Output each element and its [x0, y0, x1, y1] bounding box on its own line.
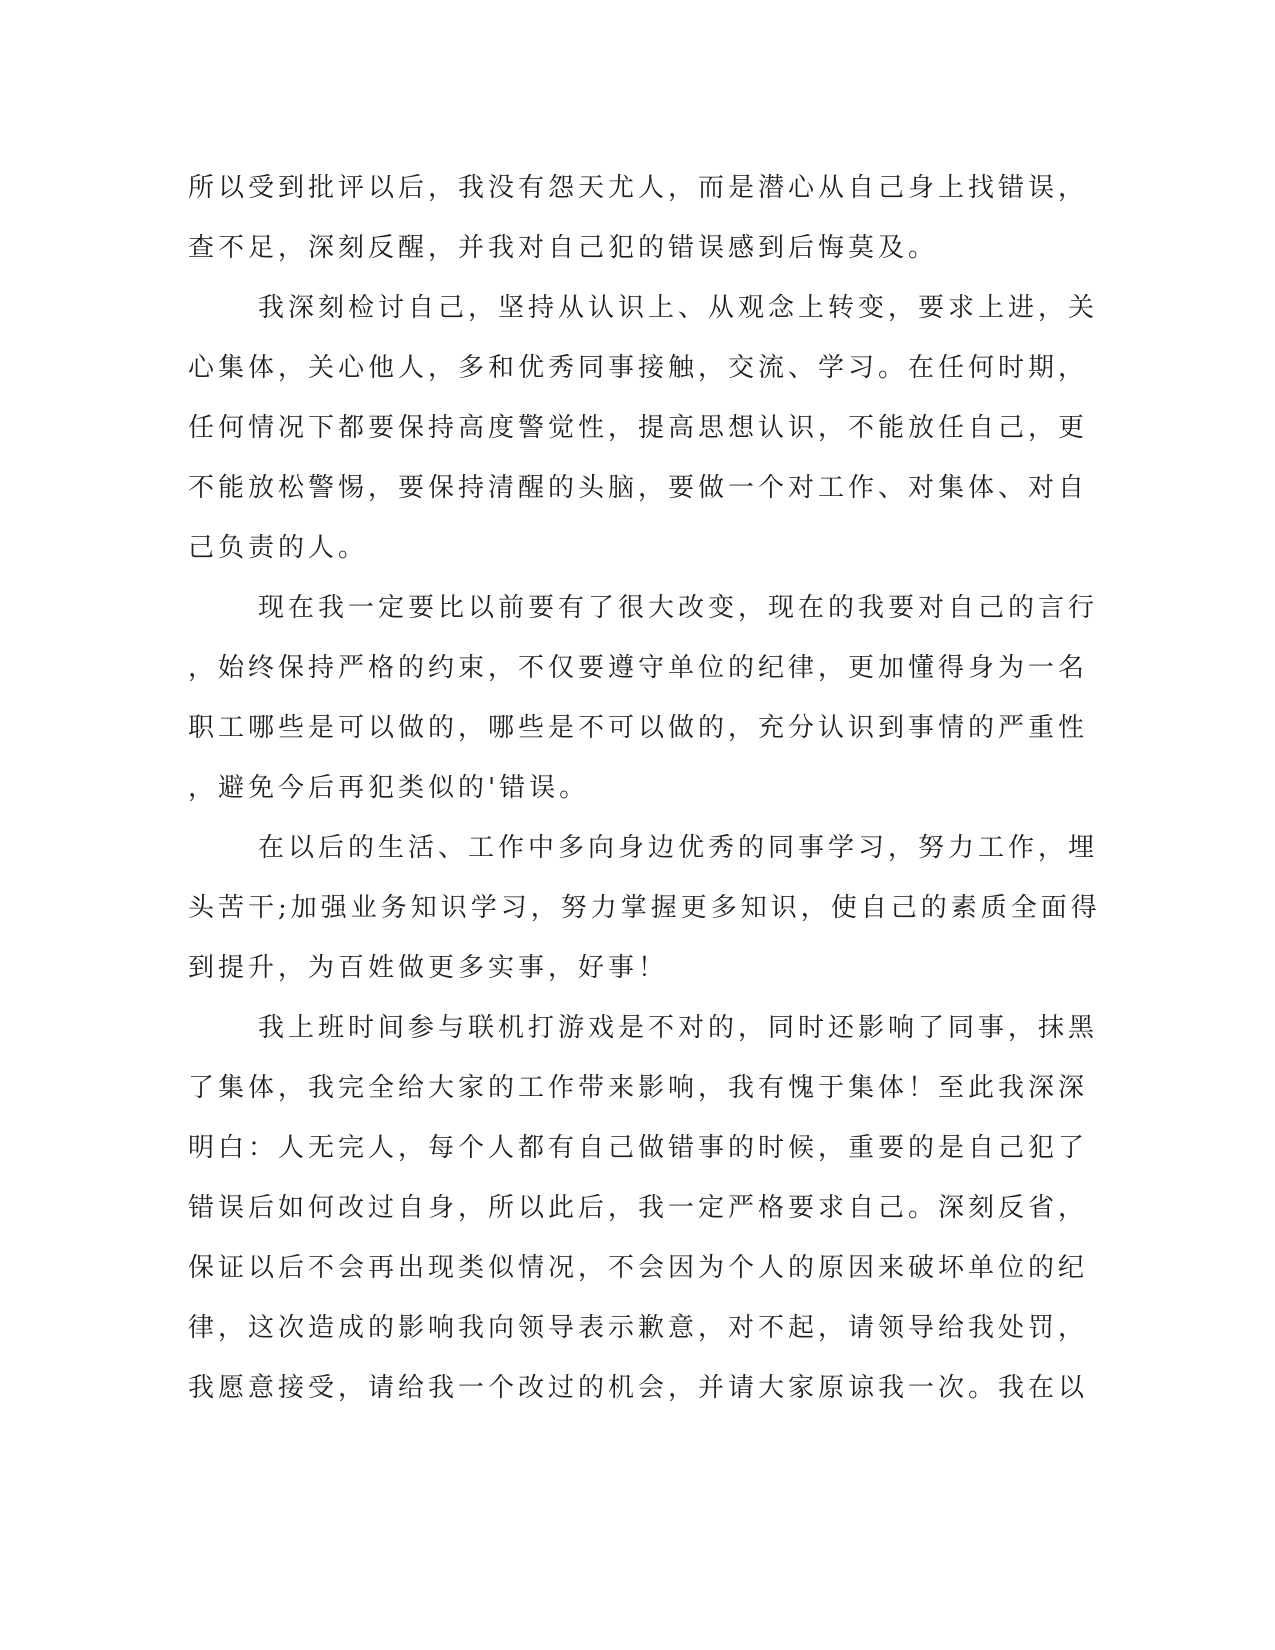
text-line: 不能放松警惕，要保持清醒的头脑，要做一个对工作、对集体、对自 — [188, 473, 1089, 503]
text-line: 了集体，我完全给大家的工作带来影响，我有愧于集体！至此我深深 — [188, 1073, 1089, 1103]
text-line: 所以受到批评以后，我没有怨天尤人，而是潜心从自己身上找错误， — [188, 173, 1089, 203]
text-line: 职工哪些是可以做的，哪些是不可以做的，充分认识到事情的严重性 — [188, 713, 1089, 743]
text-line: 在以后的生活、工作中多向身边优秀的同事学习，努力工作，埋 — [258, 833, 1099, 863]
document-body — [188, 158, 1101, 1418]
text-line: 己负责的人。 — [188, 533, 369, 563]
text-line: 查不足，深刻反醒，并我对自己犯的错误感到后悔莫及。 — [188, 233, 939, 263]
text-line: 任何情况下都要保持高度警觉性，提高思想认识，不能放任自己，更 — [188, 413, 1089, 443]
text-line: ，避免今后再犯类似的'错误。 — [188, 773, 590, 803]
text-line: 律，这次造成的影响我向领导表示歉意，对不起，请领导给我处罚， — [188, 1313, 1089, 1343]
text-line: 头苦干;加强业务知识学习，努力掌握更多知识，使自己的素质全面得 — [188, 893, 1101, 923]
text-line: 现在我一定要比以前要有了很大改变，现在的我要对自己的言行 — [258, 593, 1099, 623]
text-line: 我深刻检讨自己，坚持从认识上、从观念上转变，要求上进，关 — [258, 293, 1099, 323]
text-line: 到提升，为百姓做更多实事，好事！ — [188, 953, 669, 983]
text-line: 保证以后不会再出现类似情况，不会因为个人的原因来破坏单位的纪 — [188, 1253, 1089, 1283]
text-line: 心集体，关心他人，多和优秀同事接触，交流、学习。在任何时期， — [188, 353, 1089, 383]
text-line: 我愿意接受，请给我一个改过的机会，并请大家原谅我一次。我在以 — [188, 1373, 1089, 1403]
text-line: 明白：人无完人，每个人都有自己做错事的时候，重要的是自己犯了 — [188, 1133, 1089, 1163]
text-line: 错误后如何改过自身，所以此后，我一定严格要求自己。深刻反省， — [188, 1193, 1089, 1223]
text-line: 我上班时间参与联机打游戏是不对的，同时还影响了同事，抹黑 — [258, 1013, 1099, 1043]
text-line: ，始终保持严格的约束，不仅要遵守单位的纪律，更加懂得身为一名 — [188, 653, 1089, 683]
